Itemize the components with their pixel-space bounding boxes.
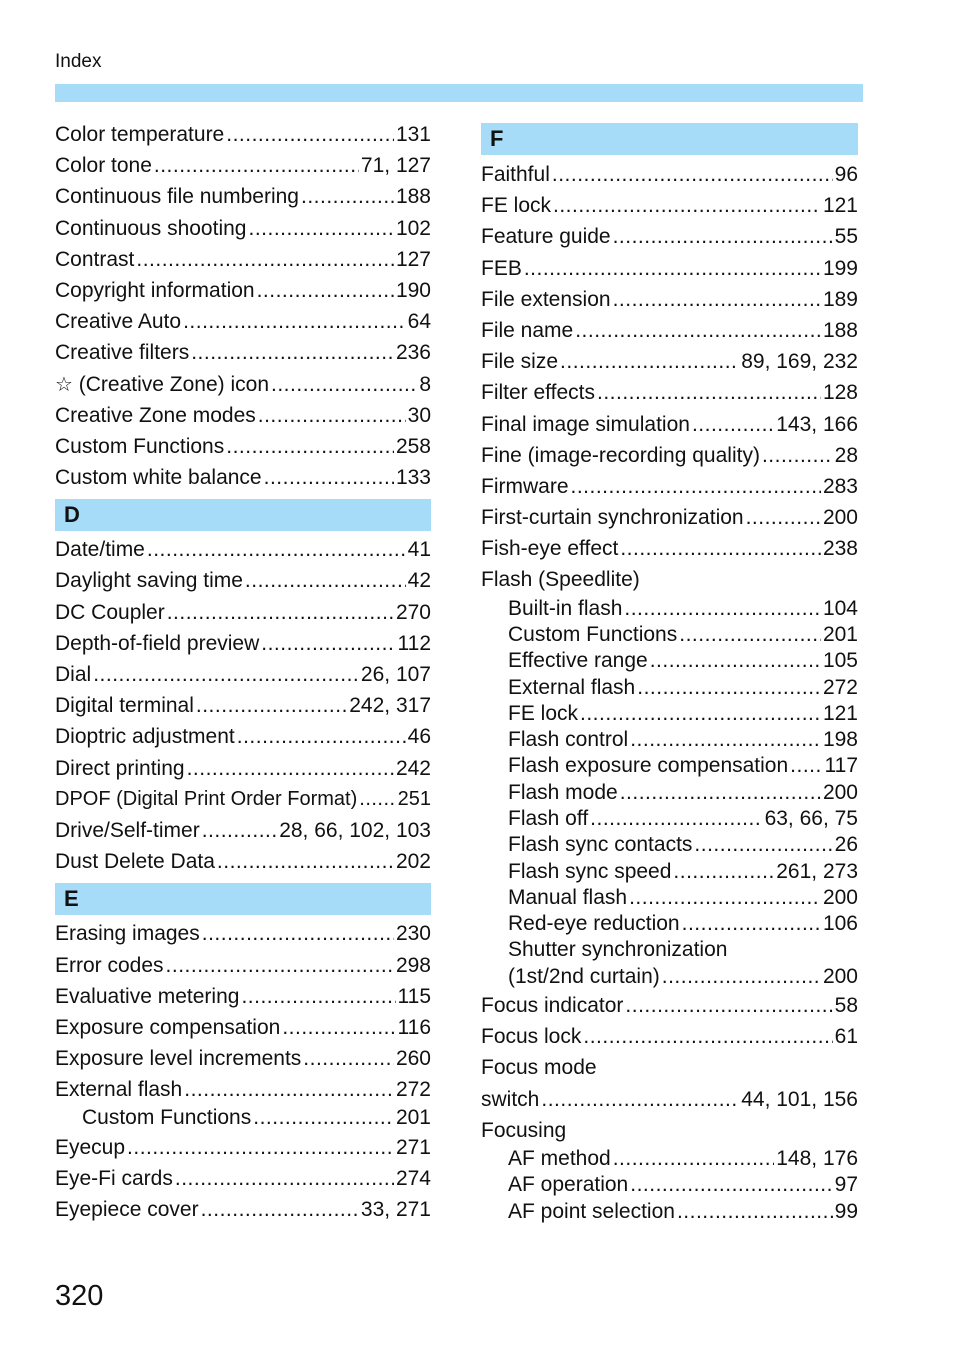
dot-leader [217, 846, 394, 877]
entry-term: External flash [508, 675, 636, 699]
entry-term: Flash exposure compensation [508, 754, 789, 778]
entry-term: AF operation [508, 1173, 629, 1197]
entry-pages: 238 [822, 537, 858, 561]
index-entry [55, 565, 431, 596]
dot-leader [625, 990, 832, 1021]
index-entry [481, 885, 858, 911]
letter-heading-d: D [55, 499, 431, 531]
entry-pages: 28 [834, 443, 858, 467]
header-bar [55, 84, 863, 102]
dot-leader [650, 648, 821, 674]
index-entry [55, 275, 431, 306]
entry-term: Focus indicator [481, 994, 624, 1018]
entry-term: Fine (image-recording quality) [481, 443, 760, 467]
index-entry [55, 462, 431, 493]
entry-pages: 131 [395, 123, 431, 146]
entry-term: Feature guide [481, 225, 611, 249]
entry-term: Final image simulation [481, 412, 690, 436]
entry-term: Exposure compensation [55, 1015, 281, 1039]
index-entry [481, 675, 858, 701]
entry-pages: 200 [822, 964, 858, 988]
index-entry [481, 284, 858, 315]
entry-term: Creative filters [55, 341, 190, 365]
entry-pages: 260 [395, 1047, 431, 1071]
dot-leader [303, 1043, 394, 1074]
index-entry [55, 950, 431, 981]
dot-leader [196, 690, 347, 721]
dot-leader [264, 462, 394, 493]
dot-leader [613, 221, 833, 252]
index-entry [55, 628, 431, 659]
index-entry [481, 859, 858, 885]
entry-term: Date/time [55, 538, 145, 562]
entry-term: Eyecup [55, 1135, 126, 1159]
entry-pages: 121 [822, 701, 858, 725]
entry-pages: 298 [395, 953, 431, 977]
index-entry [481, 221, 858, 252]
dot-leader [183, 306, 406, 337]
dot-leader [257, 275, 394, 306]
index-entry [55, 784, 431, 815]
entry-term: Exposure level increments [55, 1047, 302, 1071]
entry-pages: 28, 66, 102, 103 [279, 818, 431, 842]
entry-pages: 251 [397, 787, 431, 810]
entry-term: Direct printing [55, 756, 185, 780]
entry-pages: 283 [822, 474, 858, 498]
entry-pages: 89, 169, 232 [741, 350, 858, 374]
index-entry [55, 597, 431, 628]
index-entry [481, 190, 858, 221]
dot-leader [136, 244, 394, 275]
entry-term: Built-in flash [508, 596, 623, 620]
dot-leader [202, 918, 394, 949]
dot-leader [583, 1021, 832, 1052]
entry-pages: 201 [822, 622, 858, 646]
index-entry [55, 1105, 431, 1131]
dot-leader [630, 1172, 832, 1198]
index-entry [481, 1172, 858, 1198]
entry-pages: 121 [822, 194, 858, 218]
index-entry [481, 502, 858, 533]
entry-pages: 188 [395, 185, 431, 209]
entry-term: File extension [481, 287, 611, 311]
entry-pages: 127 [395, 247, 431, 271]
dot-leader [226, 431, 394, 462]
dot-leader [560, 346, 739, 377]
entry-pages: 230 [395, 922, 431, 946]
dot-leader [241, 981, 395, 1012]
entry-pages: 96 [834, 163, 858, 186]
entry-pages: 188 [822, 318, 858, 342]
dot-leader [191, 337, 394, 368]
entry-term: Custom Functions [82, 1106, 252, 1130]
index-entry [481, 440, 858, 471]
dot-leader [629, 885, 821, 911]
entry-term: Custom Functions [508, 622, 678, 646]
entry-term: Creative Auto [55, 310, 182, 334]
entry-term: AF point selection [508, 1199, 675, 1223]
entry-pages: 44, 101, 156 [741, 1087, 858, 1111]
entry-pages: 26, 107 [360, 663, 431, 686]
index-entry [55, 400, 431, 431]
dot-leader [571, 471, 821, 502]
index-entry [55, 1043, 431, 1074]
entry-term: Flash sync speed [508, 859, 672, 883]
index-entry [481, 471, 858, 502]
index-entry [55, 244, 431, 275]
index-entry [55, 659, 431, 690]
entry-pages: 236 [395, 341, 431, 365]
entry-pages: 105 [822, 649, 858, 673]
entry-term: Fish-eye effect [481, 537, 619, 561]
dot-leader [201, 1194, 359, 1225]
index-entry [481, 780, 858, 806]
index-entry [55, 721, 431, 752]
index-entry [481, 701, 858, 727]
entry-term: Flash control [508, 728, 629, 752]
index-column-left [55, 119, 431, 1225]
entry-term: Drive/Self-timer [55, 818, 200, 842]
entry-pages: 242, 317 [349, 694, 431, 718]
index-entry [55, 1194, 431, 1225]
entry-pages: 8 [419, 372, 431, 396]
index-entry-heading: Shutter synchronization [508, 938, 728, 962]
c-entries [55, 119, 431, 493]
dot-leader [694, 832, 832, 858]
index-entry [481, 964, 858, 990]
entry-pages: 190 [395, 278, 431, 302]
entry-term: Dust Delete Data [55, 850, 215, 874]
entry-pages: 271 [395, 1135, 431, 1159]
dot-leader [613, 1146, 775, 1172]
dot-leader [541, 1084, 739, 1115]
index-entry-heading: Focus mode [481, 1056, 597, 1080]
entry-term: Effective range [508, 649, 648, 673]
entry-term: Flash sync contacts [508, 833, 693, 857]
entry-term: Eye-Fi cards [55, 1166, 173, 1190]
dot-leader [692, 409, 774, 440]
entry-term: Copyright information [55, 278, 255, 302]
entry-pages: 198 [822, 728, 858, 752]
entry-term: First-curtain synchronization [481, 506, 744, 530]
index-entry [55, 1012, 431, 1043]
entry-pages: 104 [822, 596, 858, 620]
page-number: 320 [55, 1280, 104, 1312]
index-entry [55, 431, 431, 462]
entry-pages: 189 [822, 287, 858, 311]
index-entry [481, 315, 858, 346]
index-entry-heading: Flash (Speedlite) [481, 568, 640, 592]
index-entry [55, 119, 431, 150]
dot-leader [226, 119, 394, 150]
dot-leader [175, 1163, 394, 1194]
index-entry [55, 981, 431, 1012]
dot-leader [673, 859, 774, 885]
dot-leader [620, 533, 821, 564]
index-entry [481, 911, 858, 937]
index-entry [55, 1074, 431, 1105]
index-entry [481, 727, 858, 753]
dot-leader [359, 784, 395, 815]
dot-leader [271, 369, 417, 400]
entry-pages: 97 [834, 1173, 858, 1197]
entry-pages: 115 [397, 984, 431, 1008]
index-entry [481, 1021, 858, 1052]
index-entry [481, 990, 858, 1021]
entry-term: Continuous shooting [55, 216, 247, 240]
dot-leader [637, 675, 821, 701]
dot-leader [261, 628, 395, 659]
index-entry [55, 846, 431, 877]
dot-leader [184, 1074, 394, 1105]
index-entry [55, 690, 431, 721]
index-entry [481, 753, 858, 779]
index-entry [481, 648, 858, 674]
entry-pages: 272 [822, 675, 858, 699]
entry-term: Contrast [55, 247, 135, 271]
index-entry [481, 377, 858, 408]
entry-pages: 41 [407, 538, 431, 562]
entry-term: Evaluative metering [55, 984, 240, 1008]
dot-leader [248, 213, 393, 244]
entry-term: File name [481, 318, 574, 342]
index-entry [55, 369, 431, 400]
entry-pages: 58 [834, 994, 858, 1018]
entry-term: Dial [55, 663, 92, 686]
index-entry [481, 596, 858, 622]
dot-leader [553, 190, 821, 221]
index-entry [481, 159, 858, 190]
entry-pages: 30 [407, 403, 431, 427]
entry-pages: 261, 273 [776, 859, 858, 883]
index-entry [481, 253, 858, 284]
index-entry [55, 753, 431, 784]
entry-pages: 116 [397, 1015, 431, 1039]
entry-term: DC Coupler [55, 600, 165, 624]
f-entries [481, 159, 858, 1225]
index-entry [481, 806, 858, 832]
entry-pages: 33, 271 [360, 1198, 431, 1222]
index-entry-heading: Focusing [481, 1118, 567, 1142]
entry-term: Color tone [55, 154, 152, 178]
entry-term: Firmware [481, 474, 569, 498]
entry-term: Erasing images [55, 922, 200, 946]
entry-pages: 274 [395, 1166, 431, 1190]
entry-pages: 64 [407, 310, 431, 334]
index-entry [481, 1199, 858, 1225]
letter-heading-f: F [481, 123, 858, 155]
entry-pages: 148, 176 [776, 1147, 858, 1171]
entry-pages: 270 [395, 600, 431, 624]
index-entry [481, 409, 858, 440]
dot-leader [575, 315, 821, 346]
entry-term: FEB [481, 256, 522, 280]
entry-pages: 26 [834, 833, 858, 857]
index-entry [55, 815, 431, 846]
entry-term: Red-eye reduction [508, 912, 680, 936]
header-label: Index [55, 51, 102, 72]
dot-leader [167, 597, 394, 628]
index-entry [55, 213, 431, 244]
entry-term: AF method [508, 1147, 611, 1171]
entry-term: Flash off [508, 807, 589, 830]
entry-term: Error codes [55, 953, 164, 977]
entry-term: Digital terminal [55, 694, 194, 718]
dot-leader [790, 753, 822, 779]
entry-term: Daylight saving time [55, 569, 243, 593]
entry-pages: 200 [822, 506, 858, 530]
index-entry [481, 346, 858, 377]
entry-term: Filter effects [481, 381, 595, 405]
entry-term: (1st/2nd curtain) [508, 964, 660, 988]
entry-pages: 242 [395, 756, 431, 780]
entry-term: Color temperature [55, 123, 225, 146]
entry-term: Flash mode [508, 780, 618, 804]
entry-term: Creative Zone modes [55, 403, 256, 427]
dot-leader [746, 502, 821, 533]
dot-leader [613, 284, 821, 315]
entry-pages: 102 [395, 216, 431, 240]
dot-leader [282, 1012, 395, 1043]
dot-leader [682, 911, 821, 937]
index-entry [55, 918, 431, 949]
index-entry [55, 1163, 431, 1194]
dot-leader [93, 659, 359, 690]
entry-pages: 128 [822, 381, 858, 405]
entry-pages: 143, 166 [776, 412, 858, 436]
dot-leader [679, 622, 821, 648]
index-entry [481, 832, 858, 858]
dot-leader [245, 565, 406, 596]
dot-leader [662, 964, 821, 990]
index-entry [481, 1146, 858, 1172]
dot-leader [154, 150, 359, 181]
dot-leader [677, 1199, 833, 1225]
entry-term: Continuous file numbering [55, 185, 299, 209]
dot-leader [552, 159, 833, 190]
dot-leader [301, 181, 394, 212]
entry-term: Depth-of-field preview [55, 631, 260, 655]
entry-pages: 272 [395, 1078, 431, 1102]
index-entry [481, 622, 858, 648]
dot-leader [580, 701, 821, 727]
entry-pages: 201 [395, 1106, 431, 1130]
dot-leader [166, 950, 394, 981]
entry-pages: 55 [834, 225, 858, 249]
entry-term: ☆ (Creative Zone) icon [55, 372, 270, 396]
entry-term: External flash [55, 1078, 183, 1102]
dot-leader [187, 753, 394, 784]
index-entry [55, 337, 431, 368]
entry-pages: 106 [822, 912, 858, 936]
entry-term: File size [481, 350, 559, 374]
entry-pages: 117 [824, 754, 858, 778]
dot-leader [762, 440, 833, 471]
entry-term: Dioptric adjustment [55, 725, 235, 749]
entry-pages: 63, 66, 75 [764, 807, 858, 830]
d-entries [55, 534, 431, 877]
entry-pages: 71, 127 [360, 154, 431, 178]
index-entry [55, 181, 431, 212]
entry-pages: 258 [395, 434, 431, 458]
entry-term: Eyepiece cover [55, 1198, 199, 1222]
index-entry [55, 1132, 431, 1163]
creative-zone-star-icon: ☆ [55, 373, 73, 396]
entry-term: FE lock [508, 701, 579, 725]
dot-leader [524, 253, 821, 284]
letter-heading-e: E [55, 883, 431, 915]
dot-leader [202, 815, 278, 846]
entry-term: Focus lock [481, 1025, 582, 1049]
dot-leader [620, 780, 821, 806]
entry-pages: 200 [822, 885, 858, 909]
dot-leader [258, 400, 406, 431]
dot-leader [127, 1132, 394, 1163]
index-entry [55, 534, 431, 565]
entry-pages: 42 [407, 569, 431, 593]
dot-leader [630, 727, 821, 753]
dot-leader [597, 377, 821, 408]
entry-pages: 200 [822, 780, 858, 804]
entry-pages: 112 [397, 631, 431, 655]
entry-pages: 61 [834, 1025, 858, 1049]
dot-leader [590, 806, 762, 832]
dot-leader [147, 534, 406, 565]
entry-pages: 133 [395, 466, 431, 490]
entry-term: Custom Functions [55, 434, 225, 458]
entry-term: Faithful [481, 163, 550, 186]
e-entries [55, 918, 431, 1225]
entry-term: FE lock [481, 194, 552, 218]
index-entry [55, 306, 431, 337]
index-column-right [481, 119, 858, 1225]
entry-pages: 199 [822, 256, 858, 280]
index-entry [481, 533, 858, 564]
entry-term: switch [481, 1087, 540, 1111]
dot-leader [253, 1105, 394, 1131]
index-entry [55, 150, 431, 181]
index-entry [481, 1084, 858, 1115]
dot-leader [624, 596, 821, 622]
entry-pages: 202 [395, 850, 431, 874]
entry-pages: 46 [407, 725, 431, 749]
entry-pages: 99 [834, 1199, 858, 1223]
entry-term: DPOF (Digital Print Order Format) [55, 787, 358, 810]
dot-leader [237, 721, 406, 752]
entry-term: Custom white balance [55, 466, 262, 490]
entry-term: Manual flash [508, 885, 628, 909]
